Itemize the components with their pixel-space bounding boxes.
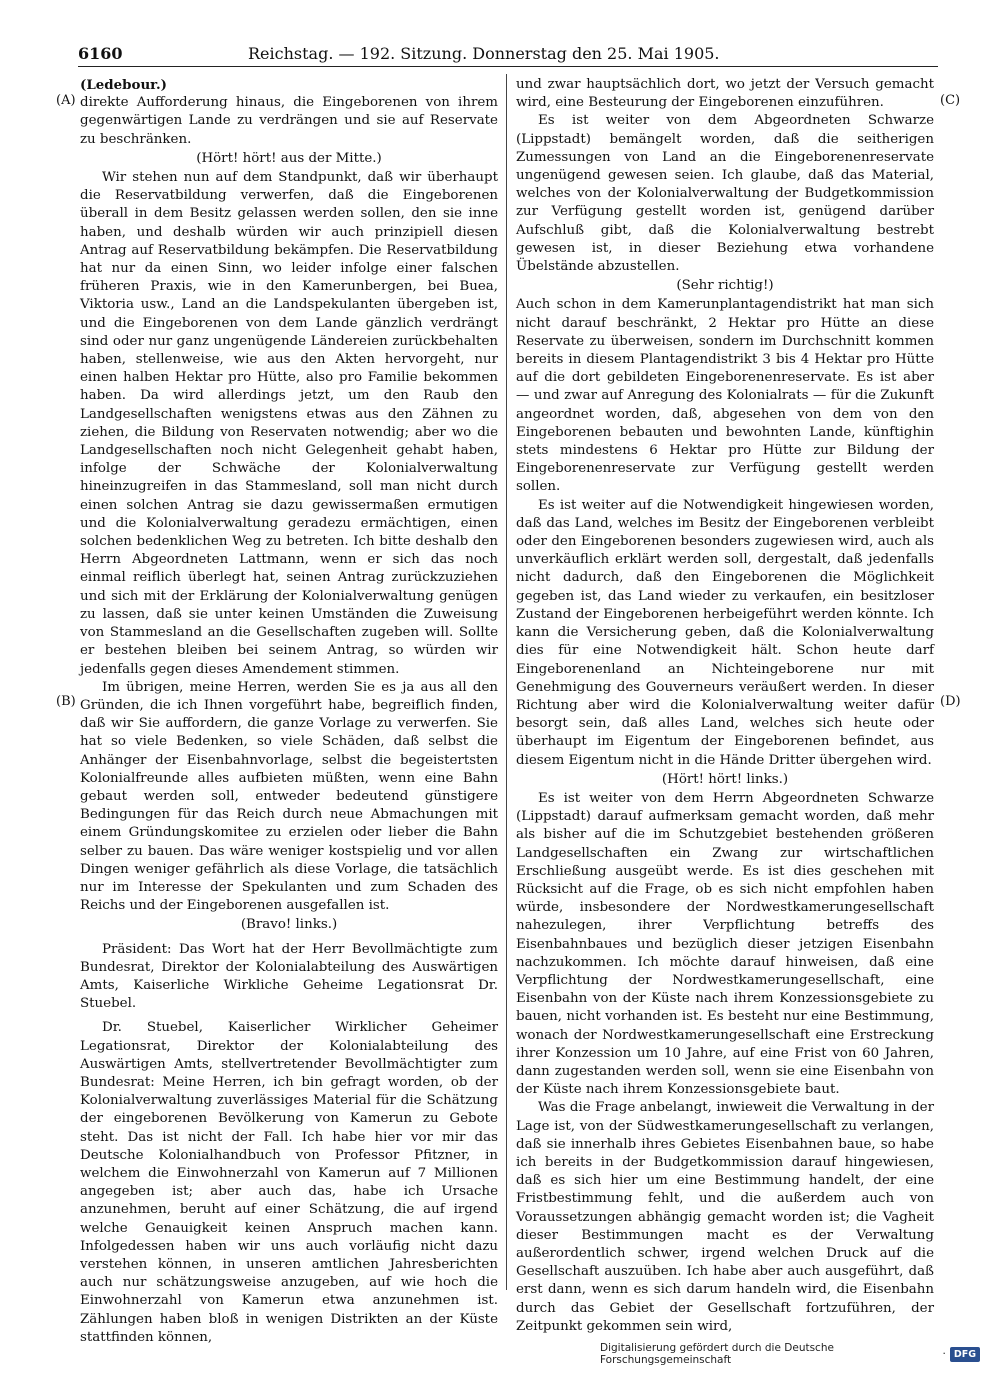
left-column	[80, 76, 498, 1347]
funding-note: Digitalisierung gefördert durch die Deutsche Forschungsgemeinschaft	[600, 1342, 834, 1366]
paragraph: direkte Aufforderung hinaus, die Eingeborenen von ihrem gegenwärtigen Lande zu verdrängen und sie auf Reservate zu beschränken.	[80, 95, 498, 147]
paragraph: und zwar hauptsächlich dort, wo jetzt der Versuch gemacht wird, eine Besteurung der Eingeborenen einzuführen.	[516, 77, 934, 111]
running-title: Reichstag. — 192. Sitzung. Donnerstag den 25. Mai 1905.	[248, 44, 720, 63]
margin-marker-a: (A)	[56, 93, 76, 108]
paragraph: Was die Frage anbelangt, inwieweit die Verwaltung in der Lage ist, von der Südwestkamerungesellschaft zu verlangen, daß sie innerhalb ihres Gebietes Eisenbahnen baue, so habe ich bereits in der Budgetkommission darauf hingewiesen, daß es sich hier um eine Bestimmung handelt, der eine Fristbestimmung fehlt, und die außerdem auch von Voraussetzungen abhängig gemacht worden ist; die Vagheit dieser Bestimmungen macht es der Verwaltung außerordentlich schwer, irgend welchen Druck auf die Gesellschaft auszuüben. Ich habe aber auch ausgeführt, daß erst dann, wenn es sich darum handeln wird, die Eisenbahn durch das Gebiet der Gesellschaft fortzuführen, der Zeitpunkt gekommen sein wird,	[516, 1100, 934, 1334]
footer: Digitalisierung gefördert durch die Deutsche Forschungsgemeinschaft · DFG	[600, 1344, 980, 1364]
paragraph: Präsident: Das Wort hat der Herr Bevollmächtigte zum Bundesrat, Direktor der Kolonialabteilung des Auswärtigen Amts, Kaiserliche Wirkliche Geheime Legationsrat Dr. Stuebel.	[80, 941, 498, 1012]
interjection: (Hört! hört! aus der Mitte.)	[196, 150, 382, 166]
dfg-logo: DFG	[950, 1347, 980, 1362]
page-header	[78, 44, 938, 67]
interjection: (Sehr richtig!)	[676, 278, 774, 294]
margin-marker-c: (C)	[940, 93, 961, 108]
paragraph: Wir stehen nun auf dem Standpunkt, daß wir überhaupt die Reservatbildung verwerfen, daß die Eingeborenen überall in dem Besitz gelassen werden sollen, den sie inne haben, und deshalb würden wir auch prinzipiell diesen Antrag auf Reservatbildung bekämpfen. Die Reservatbildung hat nur da einen Sinn, wo leider infolge einer falschen früheren Praxis, wie in den Kamerunbergen, bei Buea, Viktoria usw., Land an die Landspekulanten übergeben ist, und die Eingeborenen von dem Lande gänzlich verdrängt sind oder nur ganz ungenügende Ländereien zurückbehalten haben, stellenweise, wie aus den Akten hervorgeht, nur einen halben Hektar pro Hütte, also pro Familie bekommen haben. Da wird allerdings jetzt, um den Raub den Landgesellschaften wenigstens etwas aus den Zähnen zu ziehen, die Bildung von Reservaten notwendig; aber wo die Landgesellschaften noch nicht Gelegenheit gehabt haben, infolge der Schwäche der Kolonialverwaltung hineinzugreifen in das Stammesland, soll man nicht durch einen solchen Antrag sie dazu gewissermaßen ermutigen und die Kolonialverwaltung geradezu ermächtigen, einen solchen bedenklichen Weg zu betreten. Ich bitte deshalb den Herrn Abgeordneten Lattmann, wenn er sich das noch einmal reiflich überlegt hat, seinen Antrag zurückzuziehen und sich mit der Erklärung der Kolonialverwaltung genügen zu lassen, daß sie unter keinen Umständen die Zuweisung von Stammesland an die Gesellschaften zugeben will. Sollte er bestehen bleiben bei seinem Antrag, so würden wir jedenfalls gegen dieses Amendement stimmen.	[80, 170, 498, 677]
page-number: 6160	[78, 44, 123, 63]
interjection: (Hört! hört! links.)	[661, 771, 789, 787]
margin-marker-d: (D)	[940, 694, 961, 709]
paragraph: Es ist weiter von dem Abgeordneten Schwarze (Lippstadt) bemängelt worden, daß die seitherigen Zumessungen von Land an die Eingeborenenreservate ungenügend gewesen seien. Ich glaube, daß das Material, welches von der Kolonialverwaltung der Budgetkommission zur Verfügung gestellt worden ist, genügend darüber Aufschluß gibt, daß die Kolonialverwaltung bestrebt gewesen ist, in dieser Beziehung etwa vorhandene Übelstände abzustellen.	[516, 113, 934, 275]
paragraph: Im übrigen, meine Herren, werden Sie es ja aus all den Gründen, die ich Ihnen vorgeführt habe, begreiflich finden, daß wir Sie auffordern, die ganze Vorlage zu verwerfen. Sie hat so viele Bedenken, so viele Schäden, daß selbst die Anhänger der Eisenbahnvorlage, selbst die begeistertsten Kolonialfreunde alles aufbieten müßten, wenn eine Bahn gebaut werden soll, entweder bedeutend günstigere Bedingungen für das Reich durch neue Abmachungen mit einem Gründungskomitee zu erzielen oder lieber die Bahn selber zu bauen. Das wäre weniger kostspielig und vor allen Dingen weniger gefährlich als diese Vorlage, die tatsächlich nur im Interesse der Spekulanten und zum Schaden des Reichs und der Eingeborenen ausgefallen ist.	[80, 679, 498, 914]
speaker-tag: (Ledebour.)	[80, 77, 168, 93]
interjection: (Bravo! links.)	[240, 917, 338, 933]
right-column	[516, 76, 934, 1336]
margin-marker-b: (B)	[56, 694, 76, 709]
paragraph: Auch schon in dem Kamerunplantagendistrikt hat man sich nicht darauf beschränkt, 2 Hektar pro Hütte an diese Reservate zu überweisen, sondern im Durchschnitt kommen bereits in diesem Plantagendistrikt 3 bis 4 Hektar pro Hütte auf die dort gebildeten Eingeborenenreservate. Es ist aber — und zwar auf Anregung des Kolonialrats — für die Zukunft angeordnet worden, daß, abgesehen von dem von den Eingeborenen bebauten und bewohnten Lande, künftighin stets mindestens 6 Hektar pro Hütte zur Bildung der Eingeborenenreservate zur Verfügung gestellt werden sollen.	[516, 297, 934, 495]
column-divider	[506, 74, 507, 1290]
paragraph: Dr. Stuebel, Kaiserlicher Wirklicher Geheimer Legationsrat, Direktor der Kolonialabteilung des Auswärtigen Amts, stellvertretender Bevollmächtigter zum Bundesrat: Meine Herren, ich bin gefragt worden, ob der Kolonialverwaltung zuverlässiges Material für die Schätzung der eingeborenen Bevölkerung von Kamerun zu Gebote steht. Das ist nicht der Fall. Ich habe hier vor mir das Deutsche Kolonialhandbuch von Professor Pfitzner, in welchem die Einwohnerzahl von Kamerun auf 7 Millionen angegeben ist; aber auch das, habe ich Ursache anzunehmen, beruht auf einer Schätzung, die auf irgend welche Genauigkeit keinen Anspruch machen kann. Infolgedessen haben wir uns auch vorläufig nicht dazu verstehen können, in unseren amtlichen Jahresberichten auch nur schätzungsweise anzugeben, auf wie hoch die Einwohnerzahl von Kamerun etwa anzunehmen ist. Zählungen haben bloß in wenigen Distrikten an der Küste stattfinden können,	[80, 1020, 498, 1345]
paragraph: Es ist weiter von dem Herrn Abgeordneten Schwarze (Lippstadt) darauf aufmerksam gemacht worden, daß mehr als bisher auf die im Schutzgebiet bestehenden größeren Landgesellschaften ein Zwang zur wirtschaftlichen Erschließung ausgeübt werde. Es ist dies geschehen mit Rücksicht auf die Frage, ob es sich nicht empfohlen haben würde, insbesondere der Nordwestkamerungesellschaft nahezulegen, ihrer Verpflichtung betreffs des Eisenbahnbaues und bezüglich dieser jetzigen Eisenbahn nachzukommen. Ich möchte darauf hinweisen, daß eine Verpflichtung der Nordwestkamerungesellschaft, eine Eisenbahn von der Küste nach ihrem Konzessionsgebiete zu bauen, nicht vorhanden ist. Es besteht nur eine Bestimmung, wonach der Nordwestkamerungesellschaft eine Erstreckung ihrer Konzession um 10 Jahre, auf eine Frist von 60 Jahren, dann zugestanden werden soll, wenn sie eine Eisenbahn von der Küste nach ihrem Konzessionsgebiete baut.	[516, 790, 934, 1098]
paragraph: Es ist weiter auf die Notwendigkeit hingewiesen worden, daß das Land, welches im Besitz der Eingeborenen verbleibt oder den Eingeborenen besonders zugewiesen wird, auch als unverkäuflich erklärt werden soll, dergestalt, daß jedenfalls nicht dadurch, daß den Eingeborenen die Möglichkeit gegeben ist, das Land wieder zu verkaufen, ein besitzloser Zustand der Eingeborenen herbeigeführt werden könnte. Ich kann die Versicherung geben, daß die Kolonialverwaltung dies für eine Notwendigkeit hält. Schon heute darf Eingeborenenland an Nichteingeborene nur mit Genehmigung des Gouverneurs veräußert werden. In dieser Richtung aber wird die Kolonialverwaltung weiter dafür besorgt sein, daß alles Land, welches sich heute oder überhaupt im Eigentum der Eingeborenen befindet, aus diesem Eigentum nicht in die Hände Dritter übergehen wird.	[516, 497, 934, 768]
